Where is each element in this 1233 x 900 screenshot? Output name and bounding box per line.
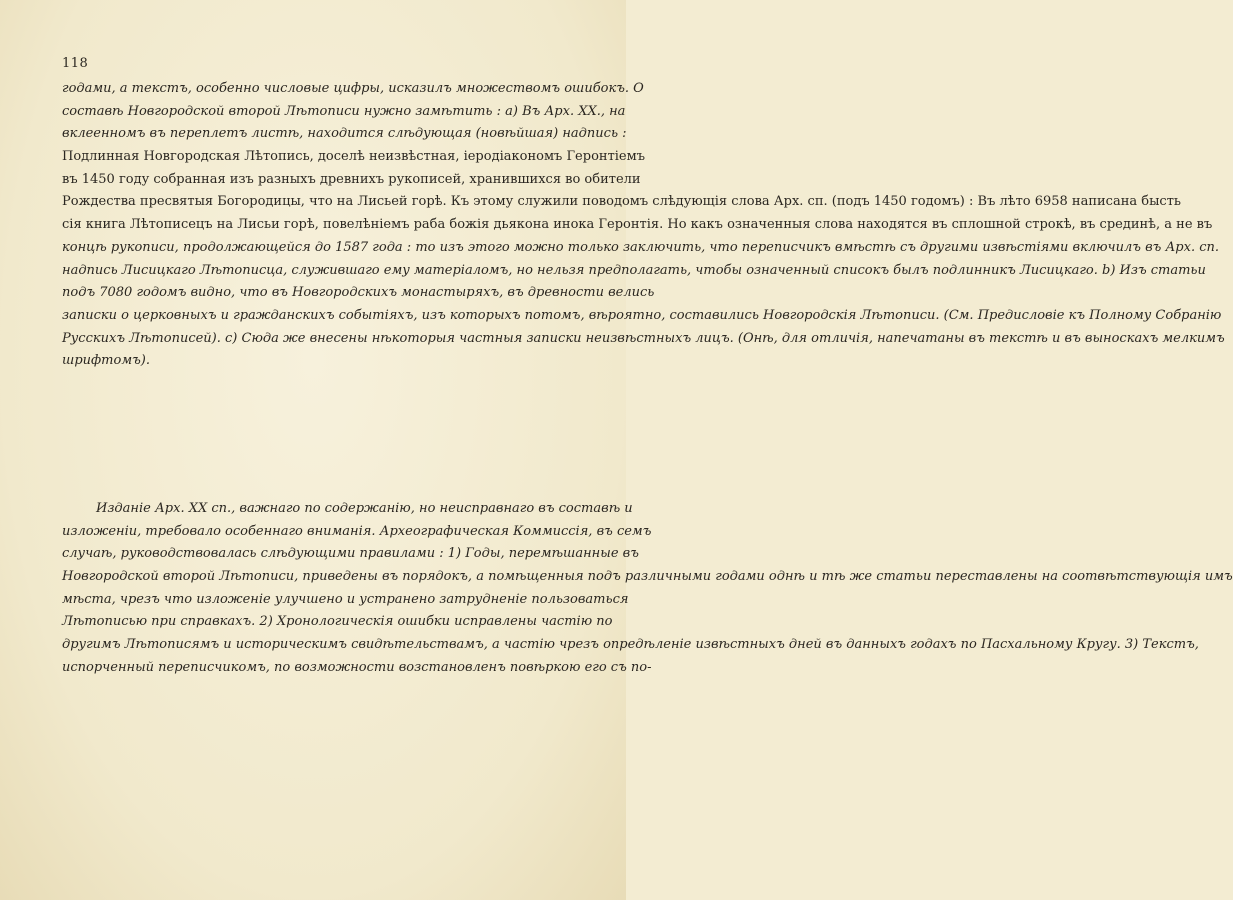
text-line: изложеніи, требовало особеннаго вниманія. Археографическая Коммиссія, въ семъ <box>62 523 652 539</box>
text-line: сія книга Лѣтописецъ на Лисьи горѣ, повелѣніемъ раба божія дьякона инока Геронтія. Но какъ означенныя слова находятся въ сплошной строкѣ, въ срединѣ, а не въ <box>62 217 1213 233</box>
paragraph-1 <box>62 78 1225 373</box>
text-line: подъ 7080 годомъ видно, что въ Новгородскихъ монастыряхъ, въ древности велись <box>62 285 655 301</box>
paragraph-2 <box>62 498 1233 680</box>
text-line: Рождества пресвятыя Богородицы, что на Лисьей горѣ. Къ этому служили поводомъ слѣдующія слова Арх. сп. (подъ 1450 годомъ) : Въ лѣто 6958 написана бысть <box>62 194 1181 210</box>
text-line: испорченный переписчикомъ, по возможности возстановленъ повѣркою его съ по- <box>62 659 652 675</box>
text-line: въ 1450 году собранная изъ разныхъ древнихъ рукописей, хранившихся во обители <box>62 171 641 187</box>
text-line: Подлинная Новгородская Лѣтопись, доселѣ неизвѣстная, іеродіакономъ Геронтіемъ <box>62 149 645 165</box>
page-number: 118 <box>62 56 89 71</box>
text-line: надпись Лисицкаго Лѣтописца, служившаго ему матеріаломъ, но нельзя предполагать, чтобы означенный списокъ былъ подлинникъ Лисицкаго. b) Изъ статьи <box>62 262 1206 278</box>
text-line: случаѣ, руководствовалась слѣдующими правилами : 1) Годы, перемѣшанные въ <box>62 546 639 562</box>
text-line: Новгородской второй Лѣтописи, приведены въ порядокъ, а помѣщенныя подъ различными годами однѣ и тѣ же статьи переставлены на соотвѣтствующія имъ <box>62 569 1233 585</box>
text-line: годами, а текстъ, особенно числовые цифры, исказилъ множествомъ ошибокъ. О <box>62 81 644 96</box>
text-line: Изданіе Арх. XX сп., важнаго по содержанію, но неисправнаго въ составѣ и <box>96 501 633 516</box>
text-line: вклеенномъ въ переплетъ листѣ, находится слѣдующая (новѣйшая) надпись : <box>62 126 627 142</box>
text-line: Русскихъ Лѣтописей). с) Сюда же внесены нѣкоторыя частныя записки неизвѣстныхъ лицъ. (Онѣ, для отличія, напечатаны въ текстѣ и въ выноскахъ мелкимъ <box>62 330 1225 346</box>
text-line: другимъ Лѣтописямъ и историческимъ свидѣтельствамъ, а частію чрезъ опредѣленіе извѣстныхъ дней въ данныхъ годахъ по Пасхальному Кругу. 3) Текстъ, <box>62 637 1199 653</box>
text-line: составѣ Новгородской второй Лѣтописи нужно замѣтить : а) Въ Арх. XX., на <box>62 103 626 119</box>
text-line: шрифтомъ). <box>62 353 150 369</box>
text-line: Лѣтописью при справкахъ. 2) Хронологическія ошибки исправлены частію по <box>62 614 613 630</box>
text-line: мѣста, чрезъ что изложеніе улучшено и устранено затрудненіе пользоваться <box>62 591 629 607</box>
text-line: записки о церковныхъ и гражданскихъ событіяхъ, изъ которыхъ потомъ, вѣроятно, составились Новгородскія Лѣтописи. (См. Предисловіе къ Полному Собранію <box>62 307 1222 323</box>
text-line: концѣ рукописи, продолжающейся до 1587 года : то изъ этого можно только заключить, что переписчикъ вмѣстѣ съ другими извѣстіями включилъ въ Арх. сп. <box>62 239 1220 255</box>
